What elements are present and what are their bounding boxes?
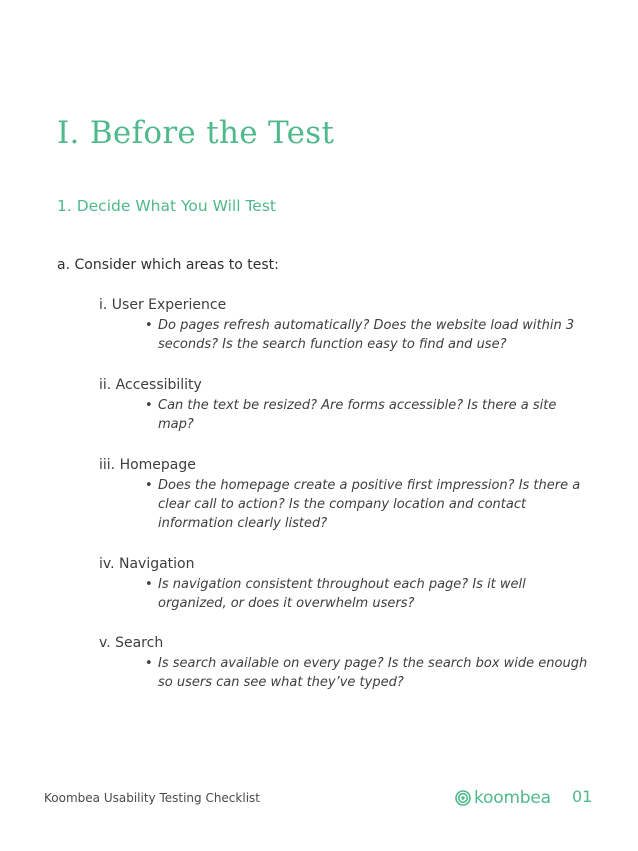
footer-label: Koombea Usability Testing Checklist (44, 791, 260, 805)
bullet-text: Does the homepage create a positive first impression? Is there a clear call to action? Is the company location and contact information clearly listed? (158, 478, 581, 531)
bullet-text: Is search available on every page? Is the search box wide enough so users can see what they’ve typed? (158, 656, 588, 690)
checklist-section-user-experience (99, 295, 599, 354)
checklist-section-navigation (99, 554, 599, 613)
checklist-section-homepage (99, 455, 599, 533)
bullet-text: Do pages refresh automatically? Does the website load within 3 seconds? Is the search function easy to find and use? (158, 318, 575, 352)
list-item (145, 654, 599, 692)
list-item (145, 316, 599, 354)
checklist-section-accessibility (99, 375, 599, 434)
bullet-text: Can the text be resized? Are forms accessible? Is there a site map? (158, 398, 557, 432)
bullet-icon: • (145, 398, 153, 413)
bullet-icon: • (145, 577, 153, 592)
section-heading: v. Search (99, 635, 164, 651)
list-item (145, 575, 599, 613)
page-title: I. Before the Test (57, 115, 335, 151)
bullet-icon: • (145, 478, 153, 493)
section-subtitle: 1. Decide What You Will Test (57, 197, 276, 215)
section-heading: i. User Experience (99, 297, 227, 313)
list-item (145, 476, 599, 533)
concentric-circles-icon (455, 790, 471, 806)
logo-text: koombea (474, 788, 551, 808)
bullet-icon: • (145, 656, 153, 671)
koombea-logo (455, 788, 551, 808)
bullet-icon: • (145, 318, 153, 333)
lead-text: a. Consider which areas to test: (57, 257, 279, 273)
bullet-text: Is navigation consistent throughout each page? Is it well organized, or does it overwhelm users? (158, 577, 526, 611)
section-heading: ii. Accessibility (99, 377, 202, 393)
list-item (145, 396, 599, 434)
section-heading: iii. Homepage (99, 457, 196, 473)
page-number: 01 (572, 787, 593, 806)
section-heading: iv. Navigation (99, 556, 195, 572)
checklist-section-search (99, 633, 599, 692)
